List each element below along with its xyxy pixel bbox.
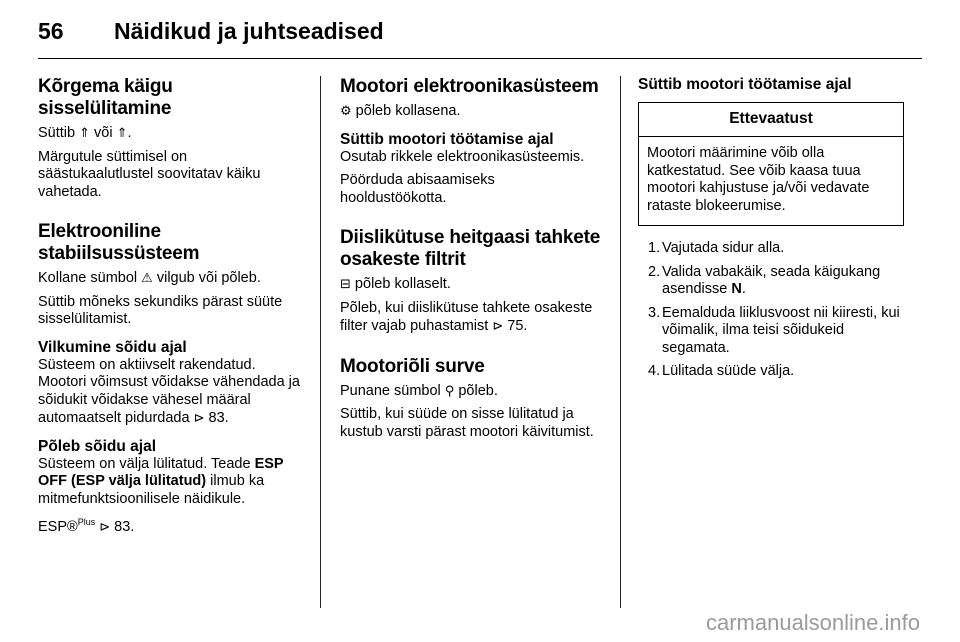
column-right xyxy=(638,76,904,387)
subsection-heading: Süttib mootori töötamise ajal xyxy=(638,76,852,93)
subsection-heading: Süttib mootori töötamise ajal xyxy=(340,130,554,148)
page-number: 56 xyxy=(38,18,64,44)
paragraph: Punane sümbol ⚲ põleb. xyxy=(340,382,498,399)
paragraph: Süttib ⇑ või ⇑. xyxy=(38,125,132,141)
diesel-filter-icon: ⊟ xyxy=(340,276,351,291)
paragraph: Süsteem on aktiivselt rakendatud. Mootori võimsust võidakse vähendada ja sõidukit võidakse vähesel määral automaatselt pidurdada ⊳ 83. xyxy=(38,356,300,426)
subsection-heading: Vilkumine sõidu ajal xyxy=(38,338,187,356)
column-divider xyxy=(320,76,321,608)
paragraph: Süsteem on välja lülitatud. Teade ESP OFF (ESP välja lülitatud) ilmub ka mitmefunktsioonilisele näidikule. xyxy=(38,455,284,507)
page-reference-icon: ⊳ xyxy=(193,410,205,425)
paragraph: ESP®$^{Plus}$ ⊳ 83. xyxy=(38,517,135,535)
paragraph: Põleb, kui diislikütuse tahkete osakeste filter vajab puhastamist ⊳ 75. xyxy=(340,299,593,334)
subsection-heading: Põleb sõidu ajal xyxy=(38,437,156,455)
section-heading: Diislikütuse heitgaasi tahkete osakeste filtrit xyxy=(340,227,601,270)
column-middle xyxy=(340,76,604,447)
column-left xyxy=(38,76,304,542)
paragraph: ⊟ põleb kollaselt. xyxy=(340,276,451,292)
paragraph: Osutab rikkele elektroonikasüsteemis. xyxy=(340,148,585,165)
step-list xyxy=(638,240,904,381)
column-divider xyxy=(620,76,621,608)
list-item: 1. Vajutada sidur alla. xyxy=(648,240,785,256)
engine-icon: ⚙ xyxy=(340,103,352,118)
caution-box xyxy=(638,102,904,226)
page-reference-icon: ⊳ xyxy=(99,518,111,534)
stability-warning-icon: ⚠ xyxy=(141,270,153,285)
paragraph: Märgutule süttimisel on säästukaalutlustel soovitatav käiku vahetada. xyxy=(38,148,261,200)
page-title: Näidikud ja juhtseadised xyxy=(114,18,384,44)
list-item: 3. Eemalduda liiklusvoost nii kiiresti, kui võimalik, ilma teisi sõidukeid segamata. xyxy=(648,304,900,356)
list-item: 4. Lülitada süüde välja. xyxy=(648,363,795,379)
paragraph: Süttib, kui süüde on sisse lülitatud ja kustub varsti pärast mootori käivitumist. xyxy=(340,406,594,440)
section-heading: Mootori elektroonikasüsteem xyxy=(340,76,599,97)
upshift-icon: ⇑ xyxy=(79,125,91,140)
section-heading: Elektrooniline stabiilsussüsteem xyxy=(38,221,200,264)
upshift-icon: ⇑ xyxy=(116,125,128,140)
paragraph: Süttib mõneks sekundiks pärast süüte sisselülitamist. xyxy=(38,293,283,327)
section-heading: Kõrgema käigu sisselülitamine xyxy=(38,76,173,119)
caution-body: Mootori määrimine võib olla katkestatud. See võib kaasa tuua mootori kahjustuse ja/või vedavate rataste blokeerumise. xyxy=(647,145,870,214)
paragraph: Pöörduda abisaamiseks hooldustöökotta. xyxy=(340,172,495,206)
paragraph: Kollane sümbol ⚠ vilgub või põleb. xyxy=(38,270,261,286)
oil-pressure-icon: ⚲ xyxy=(444,382,455,398)
page-header xyxy=(38,18,922,59)
paragraph: ⚙ põleb kollasena. xyxy=(340,103,461,119)
list-item: 2. Valida vabakäik, seada käigukang asendisse N. xyxy=(648,263,881,297)
caution-title: Ettevaatust xyxy=(639,103,903,137)
watermark: carmanualsonline.info xyxy=(705,610,920,635)
page-reference-icon: ⊳ xyxy=(492,318,504,333)
section-heading: Mootoriõli surve xyxy=(340,355,485,377)
